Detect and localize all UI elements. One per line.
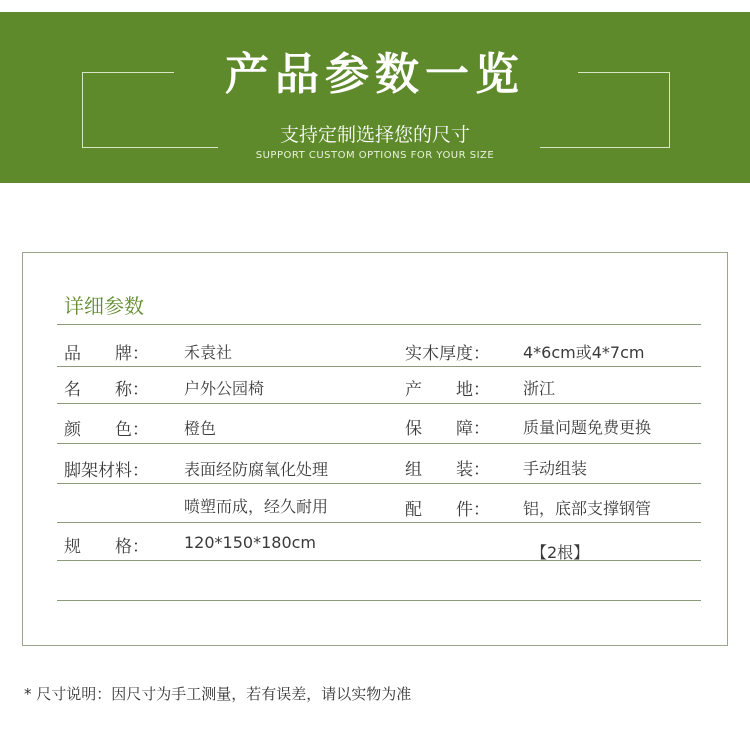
label-accessories: 配 件： [405, 500, 490, 520]
value-frame-material-cont: 喷塑而成，经久耐用 [184, 497, 329, 516]
value-brand: 禾袁社 [184, 343, 233, 362]
frame-line-bottom-right [540, 147, 670, 148]
panel-title: 详细参数 [64, 294, 144, 318]
value-wood-thickness: 4*6cm或4*7cm [523, 343, 645, 362]
value-accessories: 铝，底部支撑钢管 [523, 499, 652, 518]
value-name: 户外公园椅 [184, 379, 265, 398]
label-frame-material: 脚架材料： [64, 461, 149, 481]
size-footnote: * 尺寸说明：因尺寸为手工测量，若有误差，请以实物为准 [24, 685, 412, 703]
subtitle-english: SUPPORT CUSTOM OPTIONS FOR YOUR SIZE [255, 150, 495, 161]
label-origin: 产 地： [405, 380, 490, 400]
page-title: 产品参数一览 [225, 49, 525, 100]
table-rule [57, 324, 701, 325]
value-size: 120*150*180cm [184, 533, 316, 552]
value-accessories-cont: 【2根】 [531, 543, 590, 562]
label-color: 颜 色： [64, 420, 149, 440]
label-guarantee: 保 障： [405, 419, 490, 439]
table-rule [57, 443, 701, 444]
table-rule [57, 366, 701, 367]
frame-line-bottom-left [82, 147, 218, 148]
label-brand: 品 牌： [64, 344, 149, 364]
value-guarantee: 质量问题免费更换 [523, 418, 652, 437]
table-rule [57, 403, 701, 404]
value-assembly: 手动组装 [523, 459, 588, 478]
table-rule [57, 560, 701, 561]
label-assembly: 组 装： [405, 460, 490, 480]
label-size: 规 格： [64, 537, 149, 557]
table-rule [57, 522, 701, 523]
table-rule [57, 483, 701, 484]
label-name: 名 称： [64, 380, 149, 400]
subtitle-chinese: 支持定制选择您的尺寸 [279, 124, 470, 146]
value-frame-material: 表面经防腐氧化处理 [184, 460, 329, 479]
label-wood-thickness: 实木厚度： [405, 344, 490, 364]
value-color: 橙色 [184, 419, 217, 438]
value-origin: 浙江 [523, 379, 556, 398]
table-rule [57, 600, 701, 601]
